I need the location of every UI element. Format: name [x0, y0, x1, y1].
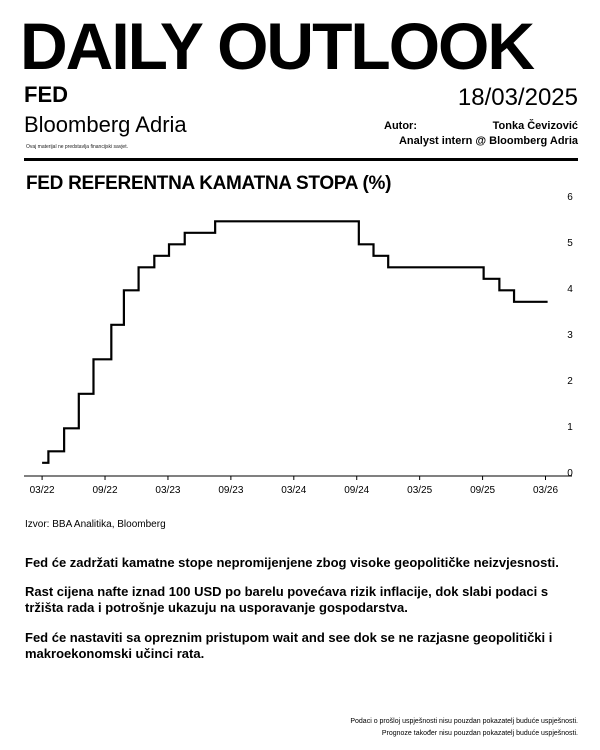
header-divider	[24, 158, 578, 161]
x-tick-label: 03/26	[532, 485, 559, 496]
y-tick-label: 2	[567, 376, 573, 387]
y-tick-label: 0	[567, 468, 573, 479]
author-name: Tonka Čevizović	[492, 120, 578, 132]
source-note: Izvor: BBA Analitika, Bloomberg	[25, 519, 166, 530]
body-paragraph-1: Fed će zadržati kamatne stope nepromijenjene zbog visoke geopolitičke neizvjesnosti.	[25, 555, 559, 570]
x-tick-label: 09/24	[344, 485, 370, 496]
y-tick-label: 5	[567, 238, 573, 249]
x-tick-label: 03/24	[281, 485, 307, 496]
topic-label: FED	[24, 82, 68, 107]
body-paragraph-3: Fed će nastaviti sa opreznim pristupom wait and see dok se ne razjasne geopolitički i makroekonomski učinci rata.	[25, 630, 553, 661]
masthead-title: DAILY OUTLOOK	[20, 9, 534, 83]
x-tick-label: 09/22	[92, 485, 118, 496]
rate-chart	[0, 180, 600, 500]
y-tick-label: 4	[567, 284, 573, 295]
x-tick-label: 09/25	[470, 485, 496, 496]
brand-name: Bloomberg Adria	[24, 112, 187, 137]
y-tick-label: 6	[567, 192, 573, 203]
author-label: Autor:	[384, 120, 417, 132]
x-tick-label: 03/22	[29, 485, 55, 496]
author-role: Analyst intern @ Bloomberg Adria	[398, 135, 578, 147]
x-tick-label: 03/25	[407, 485, 433, 496]
body-paragraph-2: Rast cijena nafte iznad 100 USD po barelu povećava rizik inflacije, dok slabi podaci s tržišta rada i potrošnje ukazuju na usporavanje gospodarstva.	[25, 584, 549, 615]
footer-disclaimer-2: Prognoze također nisu pouzdan pokazatelj buduće uspješnosti.	[381, 730, 578, 737]
footer-disclaimer-1: Podaci o prošlој uspješnosti nisu pouzdan pokazatelj buduće uspješnosti.	[350, 718, 578, 725]
y-tick-label: 3	[567, 330, 573, 341]
disclaimer-note: Ovaj materijal ne predstavlja financijski savjet.	[26, 144, 128, 150]
series-line-fed-rate	[42, 221, 548, 462]
x-tick-label: 09/23	[218, 485, 244, 496]
x-tick-label: 03/23	[155, 485, 181, 496]
report-date: 18/03/2025	[457, 84, 578, 111]
chart-title: FED REFERENTNA KAMATNA STOPA (%)	[26, 173, 392, 194]
y-tick-label: 1	[567, 422, 573, 433]
